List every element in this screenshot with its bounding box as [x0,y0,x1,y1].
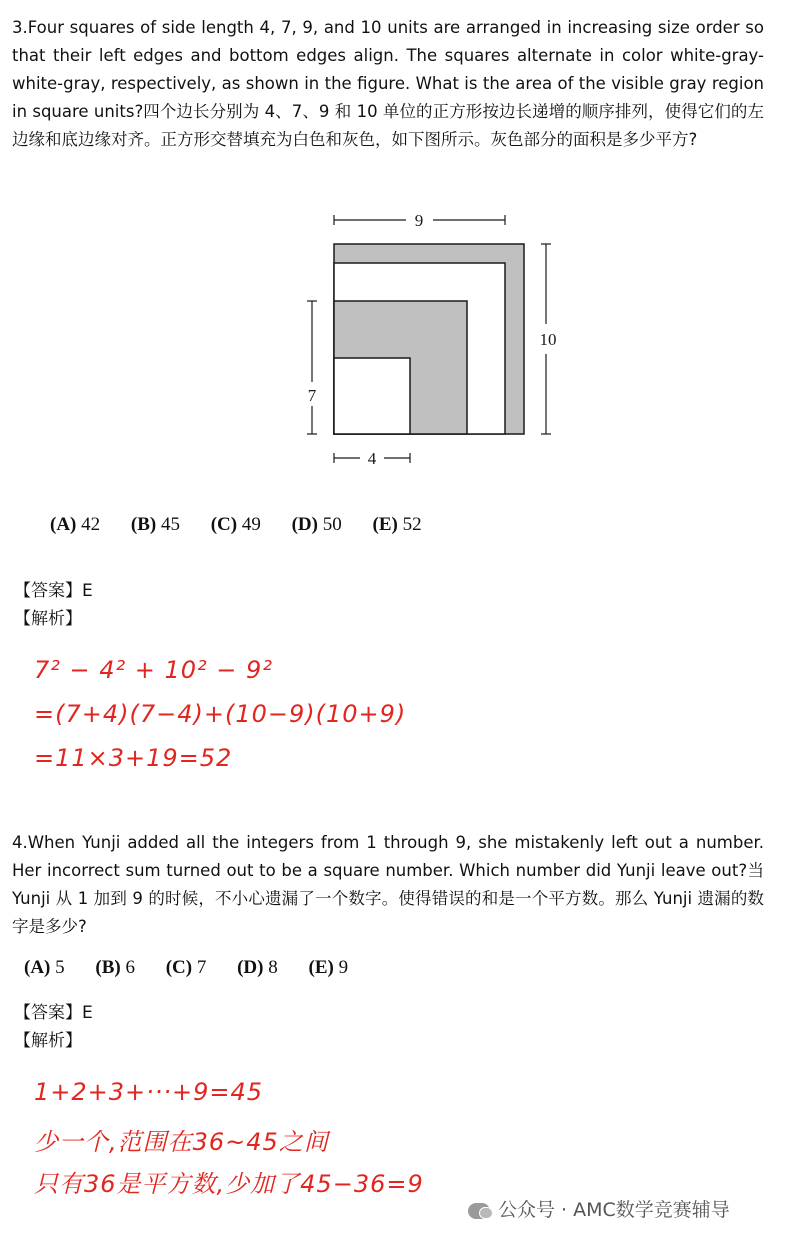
choice-a[interactable]: (A) 5 [24,957,65,978]
choice-e[interactable]: (E) 9 [308,957,349,978]
question-4-answer: 【答案】E [14,1003,93,1023]
choice-c[interactable]: (C) 7 [165,957,207,978]
question-3-answer: 【答案】E [14,581,93,601]
q3-handwriting-line-2: =(7+4)(7−4)+(10−9)(10+9) [34,700,407,728]
q3-handwriting-line-1: 7² − 4² + 10² − 9² [34,656,273,684]
q4-handwriting-line-3: 只有36是平方数,少加了45−36=9 [34,1170,424,1198]
watermark-text: 公众号 · AMC数学竞赛辅导 [498,1199,730,1221]
label-left: 7 [307,386,317,405]
choice-d[interactable]: (D) 50 [291,514,342,535]
question-3-analysis-label: 【解析】 [14,609,82,629]
choice-a[interactable]: (A) 42 [50,514,101,535]
wechat-icon [468,1203,490,1219]
square-4 [334,358,410,434]
squares-figure [290,200,570,480]
label-right: 10 [539,330,557,349]
choice-e[interactable]: (E) 52 [372,514,422,535]
question-4-analysis-label: 【解析】 [14,1031,82,1051]
q3-handwriting-line-3: =11×3+19=52 [34,744,233,772]
question-3-text: 3.Four squares of side length 4, 7, 9, and 10 units are arranged in increasing size order so that their left edges and bottom edges align. The squares alternate in color white-gray-white-gray, respectively, as shown in the figure. What is the area of the visible gray region in square units?四个边长分别为 4、7、9 和 10 单位的正方形按边长递增的顺序排列，使得它们的左边缘和底边缘对齐。正方形交替填充为白色和灰色，如下图所示。灰色部分的面积是多少平方? [12,18,764,149]
choice-d[interactable]: (D) 8 [237,957,278,978]
choice-c[interactable]: (C) 49 [210,514,261,535]
label-bottom: 4 [367,449,377,468]
dimension-left [307,301,317,434]
choice-b[interactable]: (B) 45 [130,514,180,535]
q4-handwriting-line-2: 少一个,范围在36~45之间 [34,1128,329,1156]
question-3-choices [50,514,448,536]
question-4-choices [24,957,374,979]
watermark [468,1195,730,1222]
q4-handwriting-line-1: 1+2+3+···+9=45 [34,1078,264,1106]
choice-b[interactable]: (B) 6 [95,957,135,978]
question-4-text: 4.When Yunji added all the integers from 1 through 9, she mistakenly left out a number. Her incorrect sum turned out to be a square number. Which number did Yunji leave out?当 Yunji 从 1 加到 9 的时候，不小心遗漏了一个数字。使得错误的和是一个平方数。那么 Yunji 遗漏的数字是多少? [12,833,764,936]
label-top: 9 [414,211,424,230]
